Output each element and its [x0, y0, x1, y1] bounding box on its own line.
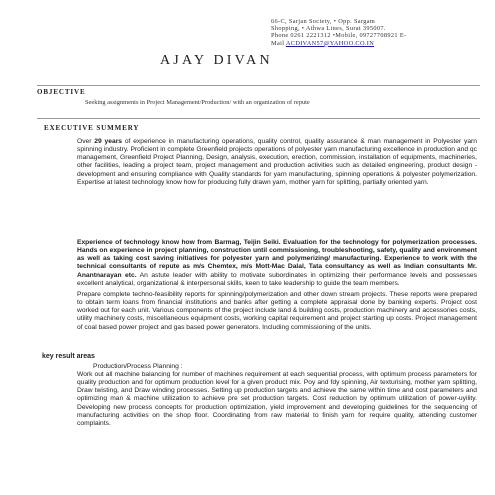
- summary-paragraph-1: [77, 138, 477, 187]
- key-result-areas-heading: key result areas: [42, 353, 95, 360]
- summary-p2-rest: An astute leader with ability to motivate subordinates in optimizing their performance levels and possesses excellent analytical, organizational & interpersonal skills, keen to take leadership to guide the team members.: [77, 271, 477, 287]
- email-prefix: Mail: [271, 39, 286, 47]
- years-of-experience: 29 years: [94, 138, 123, 145]
- summary-p1-body: of experience in manufacturing operations, quality control, quality assurance & man management in Polyester yarn spinning industry. Proficient in complete Greenfield projects operations of polyester yarn manufacturing excellence in production and qc management, Greenfield Project Planning, Design, analysis, execution, erection, commission, installation of equipments, machineries, other facilities, leading a project team, project management and production activities such as detailed engineering, product design - development and ensuring compliance with Quality standards for yarn manufacturing, spinning operations & polyester polymerization. Expertise at latest technology know how for producing fully drawn yarn, mother yarn for splitting, partially oriented yarn.: [77, 138, 477, 186]
- email-link[interactable]: ACDIVAN57@YAHOO.CO.IN: [285, 39, 375, 47]
- contact-block: [271, 18, 491, 47]
- candidate-name: AJAY DIVAN: [160, 53, 273, 68]
- summary-p2-bold: Experience of technology know how from Barmag, Teijin Seiki. Evaluation for the technology for polymerization processes. Hands on experience in project planning, construction until commissioning, troubleshooting, safety, quality and environment as well as taking cost saving initiatives for polyester yarn and polymerizing/ manufacturing. Experience to work with the technical consultants of repute as m/s Chemtex, m/s Mott-Mac Dalal, Tata consultancy as well as Indian consultants Mr. Anantnarayan etc.: [77, 239, 477, 279]
- summary-paragraph-2: [77, 239, 477, 288]
- header-divider: [37, 85, 480, 86]
- summary-paragraph-3: Prepare complete techno-feasibility reports for spinning/polymerization and other down stream projects. These reports were prepared to obtain term loans from financial institutions and banks after getting a complete appraisal done by banking experts. Project cost worked out for each unit. Various components of the project include land & building costs, production machinery and accessories costs, utility machinery costs, miscellaneous equipment costs, working capital requirement and project starting up costs. Project management of coal based power project and gas based power generators. Including commissioning of the units.: [77, 291, 477, 331]
- executive-summary-heading: EXECUTIVE SUMMERY: [44, 124, 140, 132]
- address-line-1: 66-C, Sarjan Society, • Opp. Sargam: [271, 18, 376, 25]
- objective-divider: [37, 118, 480, 119]
- phone-line: Phone 0261 2221312 •Mobile, 09727708921 E-: [271, 32, 407, 40]
- objective-heading: OBJECTIVE: [37, 88, 86, 96]
- address-line-2: Shopping, • Athwa Lines, Surat 395007.: [271, 25, 386, 33]
- production-planning-subheading: Production/Process Planning :: [93, 363, 183, 370]
- email-line: [271, 40, 491, 47]
- summary-p1-start: Over: [77, 138, 95, 145]
- objective-text: Seeking assignments in Project Management/Production/ with an organization of repute: [85, 99, 310, 106]
- production-planning-text: Work out all machine balancing for number of machines requirement at each sequential process, with optimum process parameters for quality production and for optimum production level for a given product mix. Poy and fdy spinning, Air texturising, mother yarn splitting, Draw twisting, and Draw winding processes. Setting up production targets and achieve the same within time and cost parameters and optimizing man & machine utilization to achieve pre set production targets. Cost reduction by optimum utilization of power-uyility. Developing new process concepts for production optimization, yield improvement and developing guidelines for the sequencing of manufacturing activities on the shop floor. Coordinating from raw material to finish yarn for require quality, attending customer complaints.: [77, 371, 477, 427]
